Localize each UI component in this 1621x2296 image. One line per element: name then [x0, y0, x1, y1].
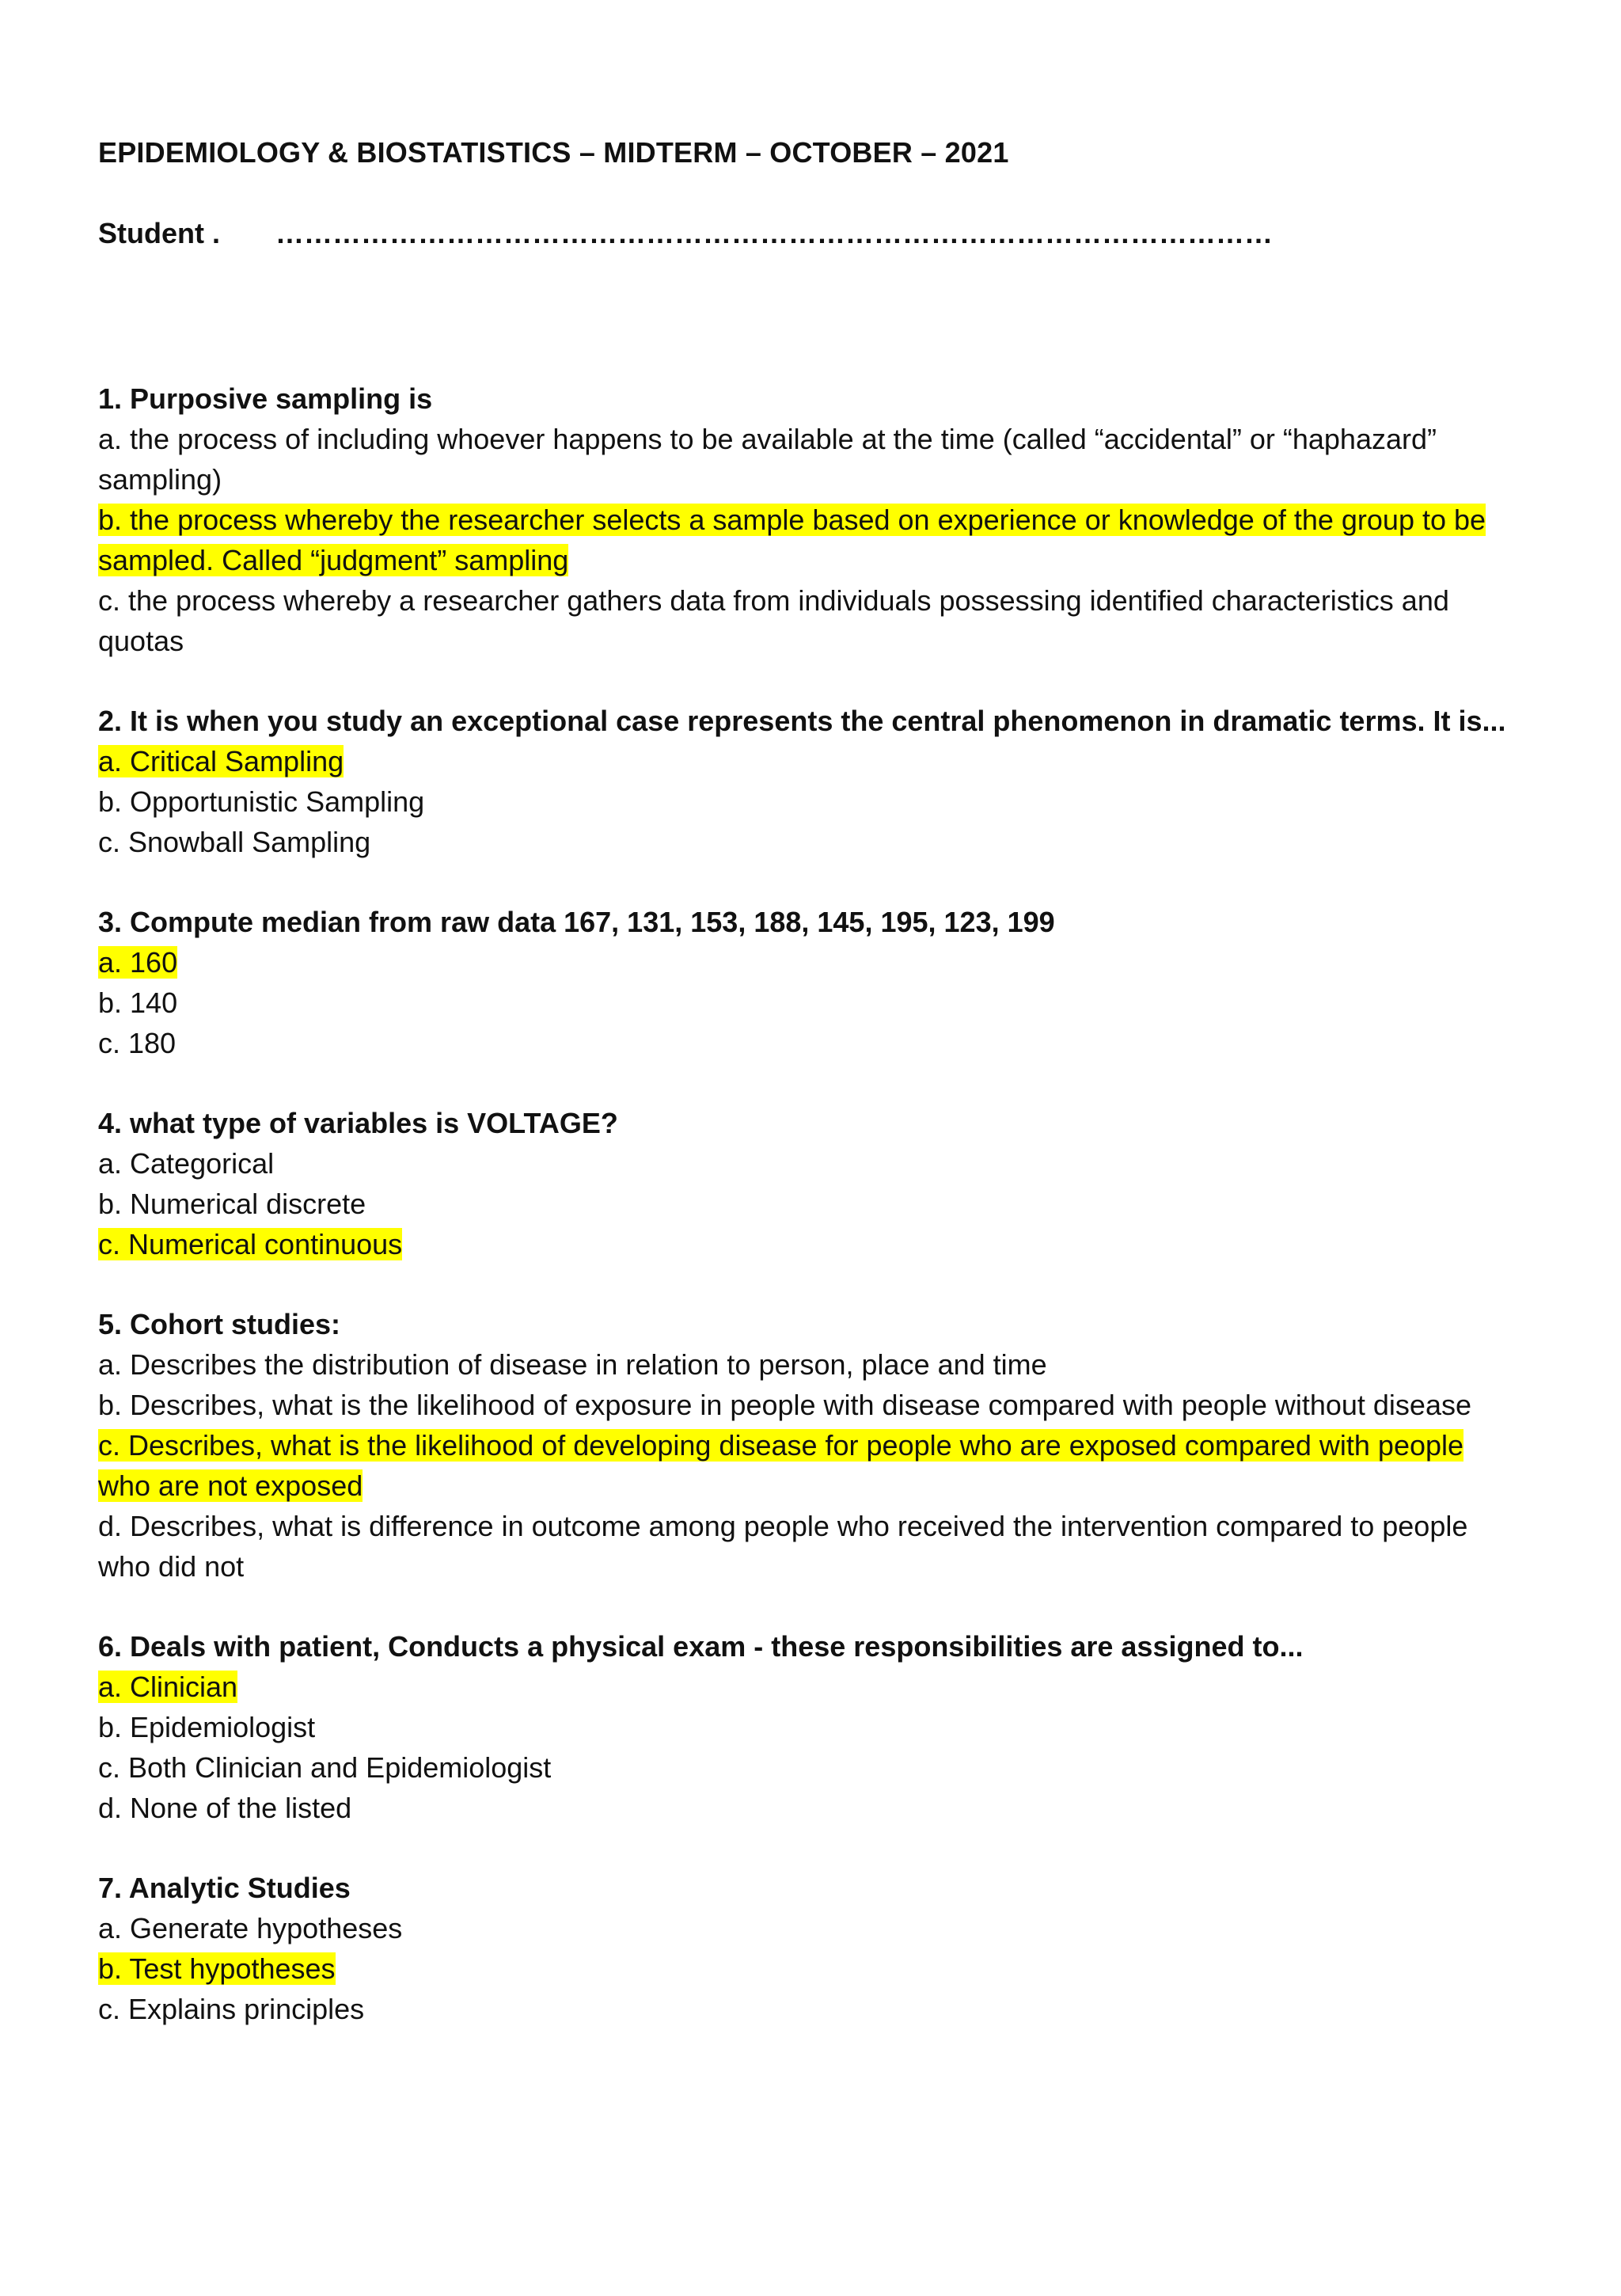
answer-option-text: b. the process whereby the researcher selects a sample based on experience or knowledge of the group to be sampled. Called “judgment” sampling: [98, 504, 1486, 576]
answer-option-text: a. Categorical: [98, 1147, 275, 1180]
exam-title: EPIDEMIOLOGY & BIOSTATISTICS – MIDTERM – OCTOBER – 2021: [98, 136, 1009, 169]
answer-option: [98, 1506, 1523, 1587]
answer-option-highlighted: [98, 1425, 1523, 1506]
student-label: Student .: [98, 217, 220, 249]
answer-option-highlighted: [98, 942, 1523, 983]
answer-option: [98, 781, 1523, 822]
answer-option-text: c. Numerical continuous: [98, 1228, 403, 1260]
question-text: 3. Compute median from raw data 167, 131, 153, 188, 145, 195, 123, 199: [98, 906, 1055, 938]
question-text: 2. It is when you study an exceptional case represents the central phenomenon in dramatic terms. It is...: [98, 705, 1506, 737]
answer-option: [98, 983, 1523, 1023]
answer-option: [98, 1908, 1523, 1948]
question-list: [98, 378, 1523, 2069]
answer-option: [98, 1344, 1523, 1385]
answer-option-text: a. 160: [98, 946, 178, 979]
answer-option: [98, 1023, 1523, 1063]
answer-option-text: d. None of the listed: [98, 1792, 352, 1824]
answer-option-text: c. Explains principles: [98, 1993, 365, 2025]
answer-option: [98, 1184, 1523, 1224]
question-text: 6. Deals with patient, Conducts a physical exam - these responsibilities are assigned to...: [98, 1630, 1304, 1663]
answer-option: [98, 580, 1523, 661]
question-6: [98, 1626, 1523, 1828]
answer-option-text: c. 180: [98, 1027, 177, 1059]
answer-option-text: c. Describes, what is the likelihood of developing disease for people who are exposed compared with people who are not exposed: [98, 1429, 1464, 1502]
answer-option: [98, 1143, 1523, 1184]
answer-option-highlighted: [98, 741, 1523, 781]
answer-option: [98, 1707, 1523, 1747]
question-3: [98, 902, 1523, 1063]
answer-option: [98, 1385, 1523, 1425]
answer-option-text: b. Numerical discrete: [98, 1188, 366, 1220]
answer-option-highlighted: [98, 1948, 1523, 1989]
answer-option: [98, 1747, 1523, 1788]
answer-option: [98, 822, 1523, 862]
answer-option: [98, 419, 1523, 500]
answer-option-text: b. 140: [98, 986, 178, 1019]
answer-option-text: d. Describes, what is difference in outcome among people who received the intervention compared to people who did not: [98, 1510, 1468, 1583]
answer-option-text: b. Epidemiologist: [98, 1711, 316, 1743]
answer-option-text: c. Both Clinician and Epidemiologist: [98, 1751, 552, 1784]
answer-option: [98, 1989, 1523, 2029]
answer-option: [98, 1788, 1523, 1828]
question-5: [98, 1304, 1523, 1587]
question-1: [98, 378, 1523, 661]
student-name-line: [98, 217, 1273, 250]
answer-option-text: b. Opportunistic Sampling: [98, 785, 425, 818]
answer-option-text: a. Critical Sampling: [98, 745, 344, 777]
answer-option-text: a. the process of including whoever happens to be available at the time (called “accidental” or “haphazard” sampling): [98, 423, 1437, 496]
answer-option-text: a. Generate hypotheses: [98, 1912, 403, 1944]
question-4: [98, 1103, 1523, 1264]
answer-option-text: b. Describes, what is the likelihood of exposure in people with disease compared with people without disease: [98, 1389, 1471, 1421]
student-name-blank: ……………………………………………………………………………………………: [275, 217, 1273, 249]
question-7: [98, 1868, 1523, 2029]
answer-option-text: c. the process whereby a researcher gathers data from individuals possessing identified characteristics and quotas: [98, 584, 1449, 657]
answer-option-highlighted: [98, 1667, 1523, 1707]
answer-option-highlighted: [98, 500, 1523, 580]
question-text: 1. Purposive sampling is: [98, 382, 433, 415]
answer-option-text: a. Clinician: [98, 1671, 238, 1703]
answer-option-text: c. Snowball Sampling: [98, 826, 371, 858]
question-2: [98, 701, 1523, 862]
answer-option-highlighted: [98, 1224, 1523, 1264]
answer-option-text: a. Describes the distribution of disease in relation to person, place and time: [98, 1348, 1047, 1381]
question-text: 4. what type of variables is VOLTAGE?: [98, 1107, 618, 1139]
question-text: 7. Analytic Studies: [98, 1872, 351, 1904]
answer-option-text: b. Test hypotheses: [98, 1952, 336, 1985]
question-text: 5. Cohort studies:: [98, 1308, 341, 1340]
